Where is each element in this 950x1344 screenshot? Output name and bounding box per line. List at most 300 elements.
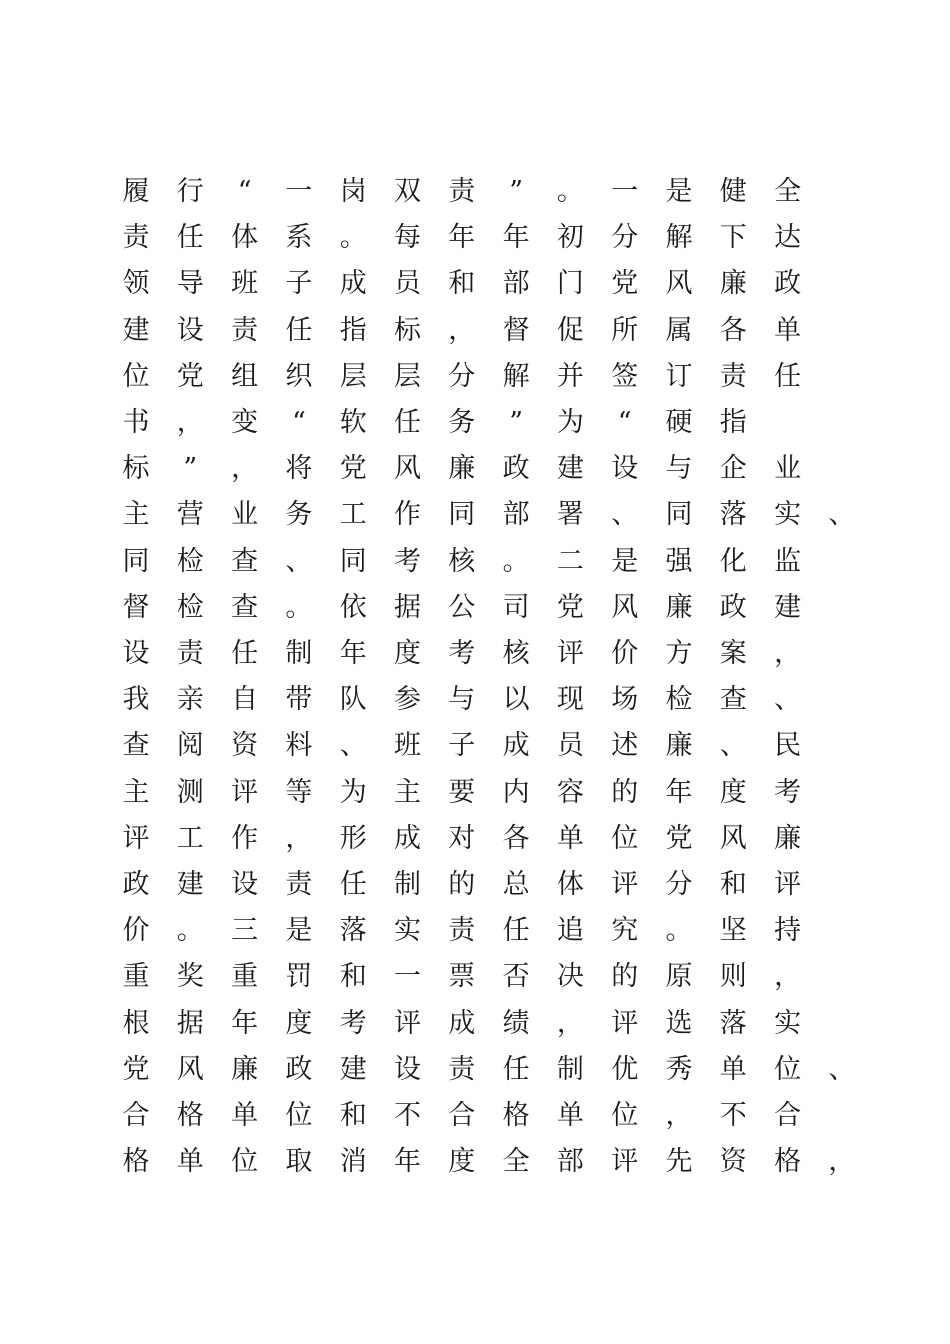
- text-glyph: 工: [339, 499, 367, 531]
- text-glyph: 主: [122, 499, 150, 531]
- text-glyph: 我: [122, 684, 150, 716]
- text-line: [0, 403, 950, 443]
- text-line: [0, 588, 950, 628]
- text-glyph: 查: [231, 545, 259, 577]
- text-glyph: 标: [122, 453, 150, 485]
- text-glyph: 履: [122, 176, 150, 207]
- text-glyph: 班: [231, 268, 259, 300]
- text-glyph: 化: [719, 545, 747, 577]
- text-glyph: ，: [556, 1007, 584, 1039]
- text-glyph: 。: [665, 915, 693, 947]
- text-glyph: 和: [719, 869, 747, 900]
- text-glyph: 廉: [719, 268, 747, 300]
- text-glyph: 消: [339, 1146, 367, 1178]
- text-glyph: 案: [719, 638, 747, 669]
- text-glyph: 并: [556, 360, 584, 392]
- text-glyph: 班: [394, 730, 421, 762]
- text-glyph: 奖: [176, 961, 204, 993]
- text-glyph: 评: [394, 1007, 421, 1039]
- text-glyph: 政: [502, 453, 530, 485]
- text-glyph: 合: [122, 1100, 150, 1131]
- text-line: [0, 819, 950, 859]
- text-glyph: 党: [665, 822, 693, 854]
- text-glyph: 和: [339, 1100, 367, 1131]
- text-glyph: 同: [665, 499, 693, 531]
- text-glyph: 所: [611, 314, 639, 346]
- text-glyph: 绩: [502, 1007, 530, 1039]
- text-line: [0, 172, 950, 212]
- text-glyph: 资: [231, 730, 259, 762]
- text-glyph: 位: [774, 1053, 802, 1085]
- text-glyph: 秀: [665, 1053, 693, 1085]
- text-glyph: 订: [665, 360, 693, 392]
- text-glyph: ”: [509, 176, 523, 207]
- text-glyph: 持: [774, 915, 802, 947]
- text-glyph: 检: [665, 684, 693, 716]
- text-glyph: 现: [556, 684, 584, 716]
- text-line: [0, 634, 950, 674]
- text-glyph: 廉: [774, 822, 802, 854]
- text-glyph: ，: [176, 407, 204, 438]
- text-glyph: ，: [285, 822, 313, 854]
- text-glyph: 业: [774, 453, 802, 485]
- text-glyph: ，: [448, 314, 476, 346]
- text-glyph: 评: [774, 869, 802, 900]
- text-glyph: 是: [611, 545, 639, 577]
- text-glyph: 岗: [339, 176, 367, 207]
- text-glyph: 位: [611, 1100, 639, 1131]
- text-glyph: 任: [394, 407, 421, 438]
- text-glyph: 任: [285, 314, 313, 346]
- text-glyph: 为: [556, 407, 584, 438]
- text-glyph: 据: [176, 1007, 204, 1039]
- text-glyph: 二: [556, 545, 584, 577]
- text-glyph: 企: [719, 453, 747, 485]
- text-glyph: 度: [394, 638, 421, 669]
- text-glyph: 层: [394, 360, 421, 392]
- text-glyph: 督: [502, 314, 530, 346]
- text-glyph: 单: [774, 314, 802, 346]
- text-glyph: 任: [339, 869, 367, 900]
- text-glyph: 自: [231, 684, 259, 716]
- text-glyph: 、: [828, 1053, 856, 1085]
- text-line: [0, 357, 950, 397]
- text-glyph: 落: [719, 1007, 747, 1039]
- text-glyph: 核: [448, 545, 476, 577]
- text-glyph: 度: [448, 1146, 476, 1178]
- text-glyph: 组: [231, 360, 259, 392]
- text-glyph: 风: [176, 1053, 204, 1085]
- text-glyph: 设: [176, 314, 204, 346]
- text-glyph: 风: [665, 268, 693, 300]
- text-glyph: 标: [394, 314, 421, 346]
- text-glyph: 年: [339, 638, 367, 669]
- text-line: [0, 264, 950, 304]
- text-glyph: 评: [556, 638, 584, 669]
- text-glyph: 公: [448, 591, 476, 623]
- text-glyph: 建: [122, 314, 150, 346]
- text-glyph: 将: [285, 453, 313, 485]
- text-glyph: 建: [176, 869, 204, 900]
- text-glyph: 责: [448, 176, 476, 207]
- text-glyph: 门: [556, 268, 584, 300]
- text-glyph: 责: [176, 638, 204, 669]
- text-glyph: 票: [448, 961, 476, 993]
- text-glyph: 核: [502, 638, 530, 669]
- text-glyph: ，: [231, 453, 259, 485]
- text-glyph: 依: [339, 591, 367, 623]
- text-glyph: 双: [394, 176, 421, 207]
- text-glyph: 位: [122, 360, 150, 392]
- text-glyph: 评: [611, 1007, 639, 1039]
- text-glyph: 廉: [448, 453, 476, 485]
- text-glyph: 党: [339, 453, 367, 485]
- text-glyph: 年: [394, 1146, 421, 1178]
- text-glyph: 变: [231, 407, 259, 438]
- text-glyph: 党: [122, 1053, 150, 1085]
- text-glyph: 责: [231, 314, 259, 346]
- text-glyph: 与: [665, 453, 693, 485]
- text-glyph: 制: [285, 638, 313, 669]
- text-glyph: “: [617, 407, 632, 438]
- text-glyph: 成: [394, 822, 421, 854]
- text-glyph: 政: [122, 869, 150, 900]
- text-glyph: 全: [502, 1146, 530, 1178]
- text-glyph: 健: [719, 176, 747, 207]
- text-glyph: 成: [502, 730, 530, 762]
- text-glyph: 亲: [176, 684, 204, 716]
- text-glyph: 单: [556, 1100, 584, 1131]
- text-line: [0, 726, 950, 766]
- text-glyph: 测: [176, 776, 204, 808]
- text-line: [0, 1142, 950, 1182]
- text-glyph: 重: [122, 961, 150, 993]
- text-line: [0, 957, 950, 997]
- text-glyph: 究: [611, 915, 639, 947]
- text-glyph: 建: [556, 453, 584, 485]
- text-glyph: 各: [502, 822, 530, 854]
- text-glyph: 度: [719, 776, 747, 808]
- text-glyph: 和: [339, 961, 367, 993]
- text-glyph: 营: [176, 499, 204, 531]
- text-glyph: 指: [339, 314, 367, 346]
- text-glyph: 、: [611, 499, 639, 531]
- text-glyph: 先: [665, 1146, 693, 1178]
- text-line: [0, 495, 950, 535]
- text-glyph: 一: [394, 961, 421, 993]
- text-glyph: 建: [339, 1053, 367, 1085]
- text-glyph: “: [237, 176, 252, 207]
- text-glyph: 。: [502, 545, 530, 577]
- text-glyph: 选: [665, 1007, 693, 1039]
- text-glyph: 达: [774, 222, 802, 254]
- text-glyph: 不: [719, 1100, 747, 1131]
- text-glyph: 三: [231, 915, 259, 947]
- text-glyph: 任: [502, 915, 530, 947]
- text-glyph: 优: [611, 1053, 639, 1085]
- text-glyph: 体: [231, 222, 259, 254]
- text-glyph: 签: [611, 360, 639, 392]
- text-glyph: 、: [719, 730, 747, 762]
- text-glyph: 软: [339, 407, 367, 438]
- text-glyph: 、: [285, 545, 313, 577]
- text-glyph: 解: [665, 222, 693, 254]
- text-glyph: 风: [394, 453, 421, 485]
- text-glyph: 作: [231, 822, 259, 854]
- text-glyph: 业: [231, 499, 259, 531]
- text-glyph: 考: [339, 1007, 367, 1039]
- text-glyph: 实: [394, 915, 421, 947]
- text-glyph: 层: [339, 360, 367, 392]
- text-glyph: 廉: [665, 730, 693, 762]
- text-glyph: 分: [448, 360, 476, 392]
- text-glyph: 体: [556, 869, 584, 900]
- text-glyph: 工: [176, 822, 204, 854]
- text-glyph: 责: [122, 222, 150, 254]
- text-glyph: 成: [339, 268, 367, 300]
- text-glyph: 格: [176, 1100, 204, 1131]
- text-glyph: 是: [665, 176, 693, 207]
- text-glyph: 员: [394, 268, 421, 300]
- text-glyph: 主: [122, 776, 150, 808]
- text-glyph: 述: [611, 730, 639, 762]
- text-glyph: 查: [719, 684, 747, 716]
- text-glyph: 和: [448, 268, 476, 300]
- text-glyph: 等: [285, 776, 313, 808]
- text-glyph: 廉: [665, 591, 693, 623]
- text-glyph: 、: [774, 684, 802, 716]
- text-glyph: 任: [231, 638, 259, 669]
- text-glyph: 总: [502, 869, 530, 900]
- text-glyph: 系: [285, 222, 313, 254]
- text-glyph: 织: [285, 360, 313, 392]
- text-glyph: 考: [774, 776, 802, 808]
- text-glyph: 是: [285, 915, 313, 947]
- text-glyph: 参: [394, 684, 421, 716]
- text-line: [0, 1050, 950, 1090]
- text-glyph: 落: [719, 499, 747, 531]
- text-glyph: 务: [285, 499, 313, 531]
- text-glyph: 与: [448, 684, 476, 716]
- text-glyph: 年: [665, 776, 693, 808]
- text-glyph: 实: [774, 1007, 802, 1039]
- text-glyph: 任: [176, 222, 204, 254]
- text-glyph: 设: [122, 638, 150, 669]
- text-glyph: 书: [122, 407, 150, 438]
- text-line: [0, 1004, 950, 1044]
- text-glyph: 单: [176, 1146, 204, 1178]
- text-glyph: 部: [556, 1146, 584, 1178]
- text-glyph: 制: [556, 1053, 584, 1085]
- text-glyph: 单: [719, 1053, 747, 1085]
- text-glyph: 追: [556, 915, 584, 947]
- text-glyph: 查: [231, 591, 259, 623]
- text-glyph: 队: [339, 684, 367, 716]
- text-glyph: “: [291, 407, 306, 438]
- text-glyph: 同: [448, 499, 476, 531]
- text-glyph: 一: [611, 176, 639, 207]
- text-glyph: 形: [339, 822, 367, 854]
- text-glyph: 分: [665, 869, 693, 900]
- text-glyph: 合: [448, 1100, 476, 1131]
- text-glyph: 子: [448, 730, 476, 762]
- text-glyph: 设: [611, 453, 639, 485]
- text-glyph: 位: [285, 1100, 313, 1131]
- text-glyph: 重: [231, 961, 259, 993]
- text-glyph: 位: [231, 1146, 259, 1178]
- text-glyph: 司: [502, 591, 530, 623]
- text-glyph: 检: [176, 591, 204, 623]
- text-glyph: 。: [339, 222, 367, 254]
- text-glyph: 民: [774, 730, 802, 762]
- text-glyph: 责: [285, 869, 313, 900]
- text-glyph: 的: [448, 869, 476, 900]
- text-glyph: 各: [719, 314, 747, 346]
- text-glyph: 任: [502, 1053, 530, 1085]
- text-glyph: 度: [285, 1007, 313, 1039]
- text-glyph: 作: [394, 499, 421, 531]
- text-glyph: 责: [448, 1053, 476, 1085]
- text-glyph: 。: [556, 176, 584, 207]
- text-glyph: 署: [556, 499, 584, 531]
- text-glyph: 党: [176, 360, 204, 392]
- text-glyph: 分: [611, 222, 639, 254]
- text-glyph: 单: [231, 1100, 259, 1131]
- text-glyph: 初: [556, 222, 584, 254]
- text-glyph: 设: [231, 869, 259, 900]
- text-glyph: 务: [448, 407, 476, 438]
- text-glyph: 导: [176, 268, 204, 300]
- text-glyph: 否: [502, 961, 530, 993]
- text-glyph: 带: [285, 684, 313, 716]
- text-glyph: 则: [719, 961, 747, 993]
- text-glyph: 全: [774, 176, 802, 207]
- text-glyph: 考: [394, 545, 421, 577]
- text-glyph: 制: [394, 869, 421, 900]
- text-glyph: ”: [183, 453, 198, 485]
- text-line: [0, 773, 950, 813]
- text-glyph: 评: [611, 869, 639, 900]
- text-glyph: 设: [394, 1053, 421, 1085]
- text-glyph: 坚: [719, 915, 747, 947]
- text-glyph: 单: [556, 822, 584, 854]
- text-glyph: 党: [556, 591, 584, 623]
- text-glyph: 价: [611, 638, 639, 669]
- text-glyph: 根: [122, 1007, 150, 1039]
- text-glyph: 政: [719, 591, 747, 623]
- text-glyph: 格: [774, 1146, 802, 1178]
- text-glyph: 取: [285, 1146, 313, 1178]
- text-glyph: 据: [394, 591, 421, 623]
- text-glyph: 员: [556, 730, 584, 762]
- text-glyph: 强: [665, 545, 693, 577]
- text-glyph: 指: [719, 407, 747, 438]
- text-glyph: 。: [176, 915, 204, 947]
- text-glyph: 责: [719, 360, 747, 392]
- text-glyph: 考: [448, 638, 476, 669]
- text-glyph: 阅: [176, 730, 204, 762]
- text-line: [0, 911, 950, 951]
- text-glyph: 的: [611, 776, 639, 808]
- text-glyph: 查: [122, 730, 150, 762]
- text-glyph: 促: [556, 314, 584, 346]
- text-glyph: 解: [502, 360, 530, 392]
- text-glyph: 位: [611, 822, 639, 854]
- text-line: [0, 865, 950, 905]
- text-glyph: 的: [611, 961, 639, 993]
- text-glyph: ”: [509, 407, 523, 438]
- text-glyph: 监: [774, 545, 802, 577]
- text-glyph: 年: [502, 222, 530, 254]
- text-glyph: 责: [448, 915, 476, 947]
- text-glyph: 检: [176, 545, 204, 577]
- text-glyph: 领: [122, 268, 150, 300]
- text-glyph: 每: [394, 222, 421, 254]
- text-glyph: 督: [122, 591, 150, 623]
- text-glyph: 子: [285, 268, 313, 300]
- text-glyph: 、: [828, 499, 856, 531]
- text-glyph: 行: [176, 176, 204, 207]
- text-line: [0, 680, 950, 720]
- text-glyph: 同: [122, 545, 150, 577]
- text-glyph: ，: [828, 1146, 856, 1178]
- text-glyph: 硬: [665, 407, 693, 438]
- text-glyph: 内: [502, 776, 530, 808]
- text-glyph: 为: [339, 776, 367, 808]
- text-glyph: 下: [719, 222, 747, 254]
- text-glyph: 以: [502, 684, 530, 716]
- text-glyph: 主: [394, 776, 421, 808]
- text-glyph: 部: [502, 499, 530, 531]
- text-glyph: 评: [611, 1146, 639, 1178]
- text-glyph: 部: [502, 268, 530, 300]
- text-glyph: 资: [719, 1146, 747, 1178]
- text-glyph: 合: [774, 1100, 802, 1131]
- text-glyph: 建: [774, 591, 802, 623]
- text-glyph: 原: [665, 961, 693, 993]
- text-glyph: 格: [502, 1100, 530, 1131]
- text-line: [0, 218, 950, 258]
- text-glyph: 容: [556, 776, 584, 808]
- text-glyph: 决: [556, 961, 584, 993]
- text-glyph: 落: [339, 915, 367, 947]
- text-glyph: 不: [394, 1100, 421, 1131]
- text-glyph: 价: [122, 915, 150, 947]
- text-glyph: 年: [231, 1007, 259, 1039]
- text-glyph: 。: [285, 591, 313, 623]
- text-glyph: 任: [774, 360, 802, 392]
- text-glyph: 风: [611, 591, 639, 623]
- text-glyph: 实: [774, 499, 802, 531]
- text-glyph: 要: [448, 776, 476, 808]
- text-glyph: 年: [448, 222, 476, 254]
- text-glyph: ，: [774, 961, 802, 993]
- text-line: [0, 449, 950, 489]
- text-glyph: 料: [285, 730, 313, 762]
- text-line: [0, 542, 950, 582]
- text-glyph: 一: [285, 176, 313, 207]
- text-glyph: 方: [665, 638, 693, 669]
- text-line: [0, 311, 950, 351]
- text-glyph: 政: [774, 268, 802, 300]
- text-glyph: 同: [339, 545, 367, 577]
- text-glyph: 党: [611, 268, 639, 300]
- text-glyph: 对: [448, 822, 476, 854]
- text-glyph: 、: [339, 730, 367, 762]
- text-glyph: 场: [611, 684, 639, 716]
- text-glyph: 评: [231, 776, 259, 808]
- text-line: [0, 1096, 950, 1136]
